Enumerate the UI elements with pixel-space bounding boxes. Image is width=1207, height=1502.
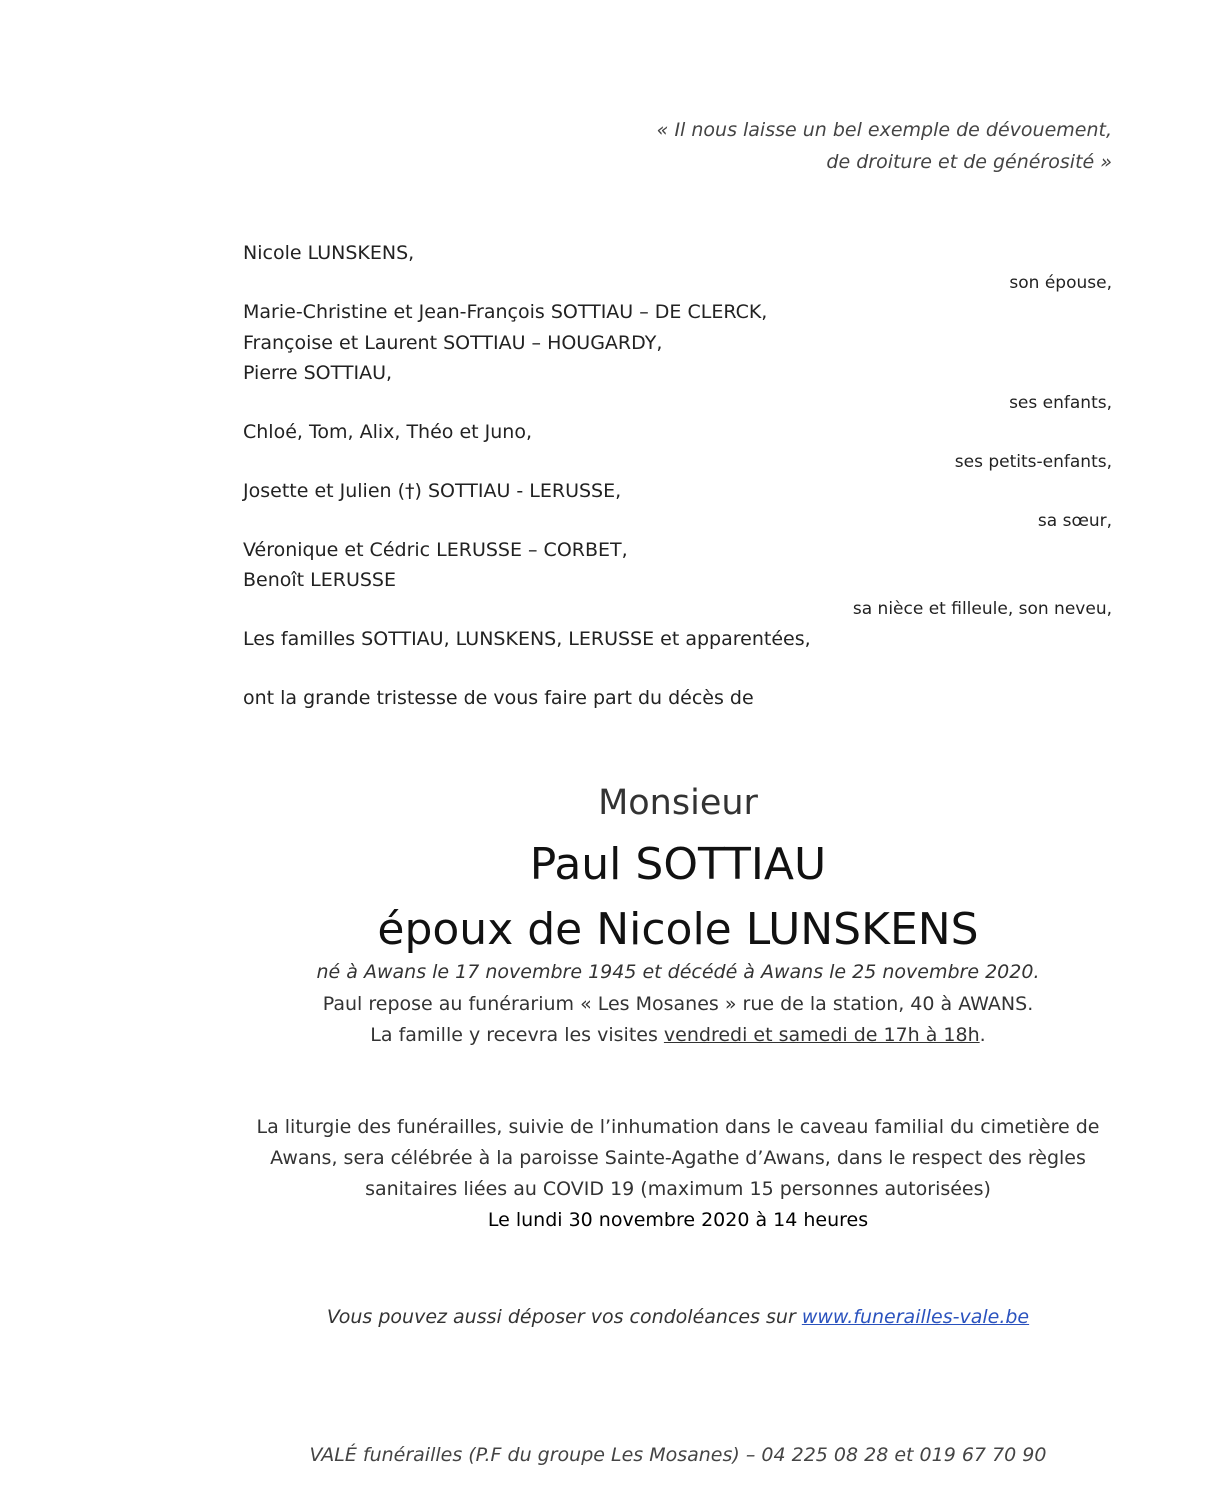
child-2: Françoise et Laurent SOTTIAU – HOUGARDY,: [243, 332, 663, 354]
deceased-name: Paul SOTTIAU: [529, 839, 827, 890]
visits-time: vendredi et samedi de 17h à 18h: [663, 1024, 980, 1046]
ceremony-line-1: La liturgie des funérailles, suivie de l’inhumation dans le caveau familial du cimetière de: [256, 1116, 1100, 1138]
spouse-name: Nicole LUNSKENS,: [243, 242, 415, 264]
grandchildren-role: ses petits-enfants,: [954, 452, 1112, 472]
child-1: Marie-Christine et Jean-François SOTTIAU – DE CLERCK,: [243, 301, 768, 323]
visiting-hours: [0, 1020, 1207, 1051]
condolences-text: Vous pouvez aussi déposer vos condoléances sur: [326, 1306, 802, 1328]
sister: Josette et Julien (†) SOTTIAU - LERUSSE,: [243, 480, 622, 502]
sister-role: sa sœur,: [1037, 511, 1112, 531]
child-3: Pierre SOTTIAU,: [243, 362, 393, 384]
niece-nephew-role: sa nièce et filleule, son neveu,: [852, 599, 1112, 619]
condolences-link[interactable]: www.funerailles-vale.be: [801, 1306, 1030, 1328]
birth-death-dates: né à Awans le 17 novembre 1945 et décédé à Awans le 25 novembre 2020.: [316, 961, 1040, 983]
announcement-text: ont la grande tristesse de vous faire part du décès de: [243, 687, 754, 709]
spouse-role: son épouse,: [1009, 273, 1112, 293]
visits-suffix: .: [979, 1024, 986, 1046]
ceremony-line-2: Awans, sera célébrée à la paroisse Sainte-Agathe d’Awans, dans le respect des règles: [270, 1147, 1086, 1169]
deceased-relation: époux de Nicole LUNSKENS: [377, 904, 979, 955]
rest-place: Paul repose au funérarium « Les Mosanes » rue de la station, 40 à AWANS.: [322, 993, 1034, 1015]
visits-prefix: La famille y recevra les visites: [370, 1024, 664, 1046]
ceremony-date: Le lundi 30 novembre 2020 à 14 heures: [487, 1209, 869, 1231]
nephew-1: Benoît LERUSSE: [243, 569, 396, 591]
ceremony-line-3: sanitaires liées au COVID 19 (maximum 15 personnes autorisées): [365, 1178, 991, 1200]
condolences: [0, 1302, 1207, 1333]
children-role: ses enfants,: [1009, 393, 1112, 413]
deceased-title: Monsieur: [598, 783, 758, 823]
extended-families: Les familles SOTTIAU, LUNSKENS, LERUSSE et apparentées,: [243, 628, 811, 650]
epigraph-line-2: de droiture et de générosité »: [826, 151, 1112, 173]
grandchildren: Chloé, Tom, Alix, Théo et Juno,: [243, 421, 532, 443]
epigraph-line-1: « Il nous laisse un bel exemple de dévouement,: [656, 119, 1112, 141]
footer-contact: VALÉ funérailles (P.F du groupe Les Mosanes) – 04 225 08 28 et 019 67 70 90: [309, 1444, 1047, 1466]
niece-1: Véronique et Cédric LERUSSE – CORBET,: [243, 539, 628, 561]
